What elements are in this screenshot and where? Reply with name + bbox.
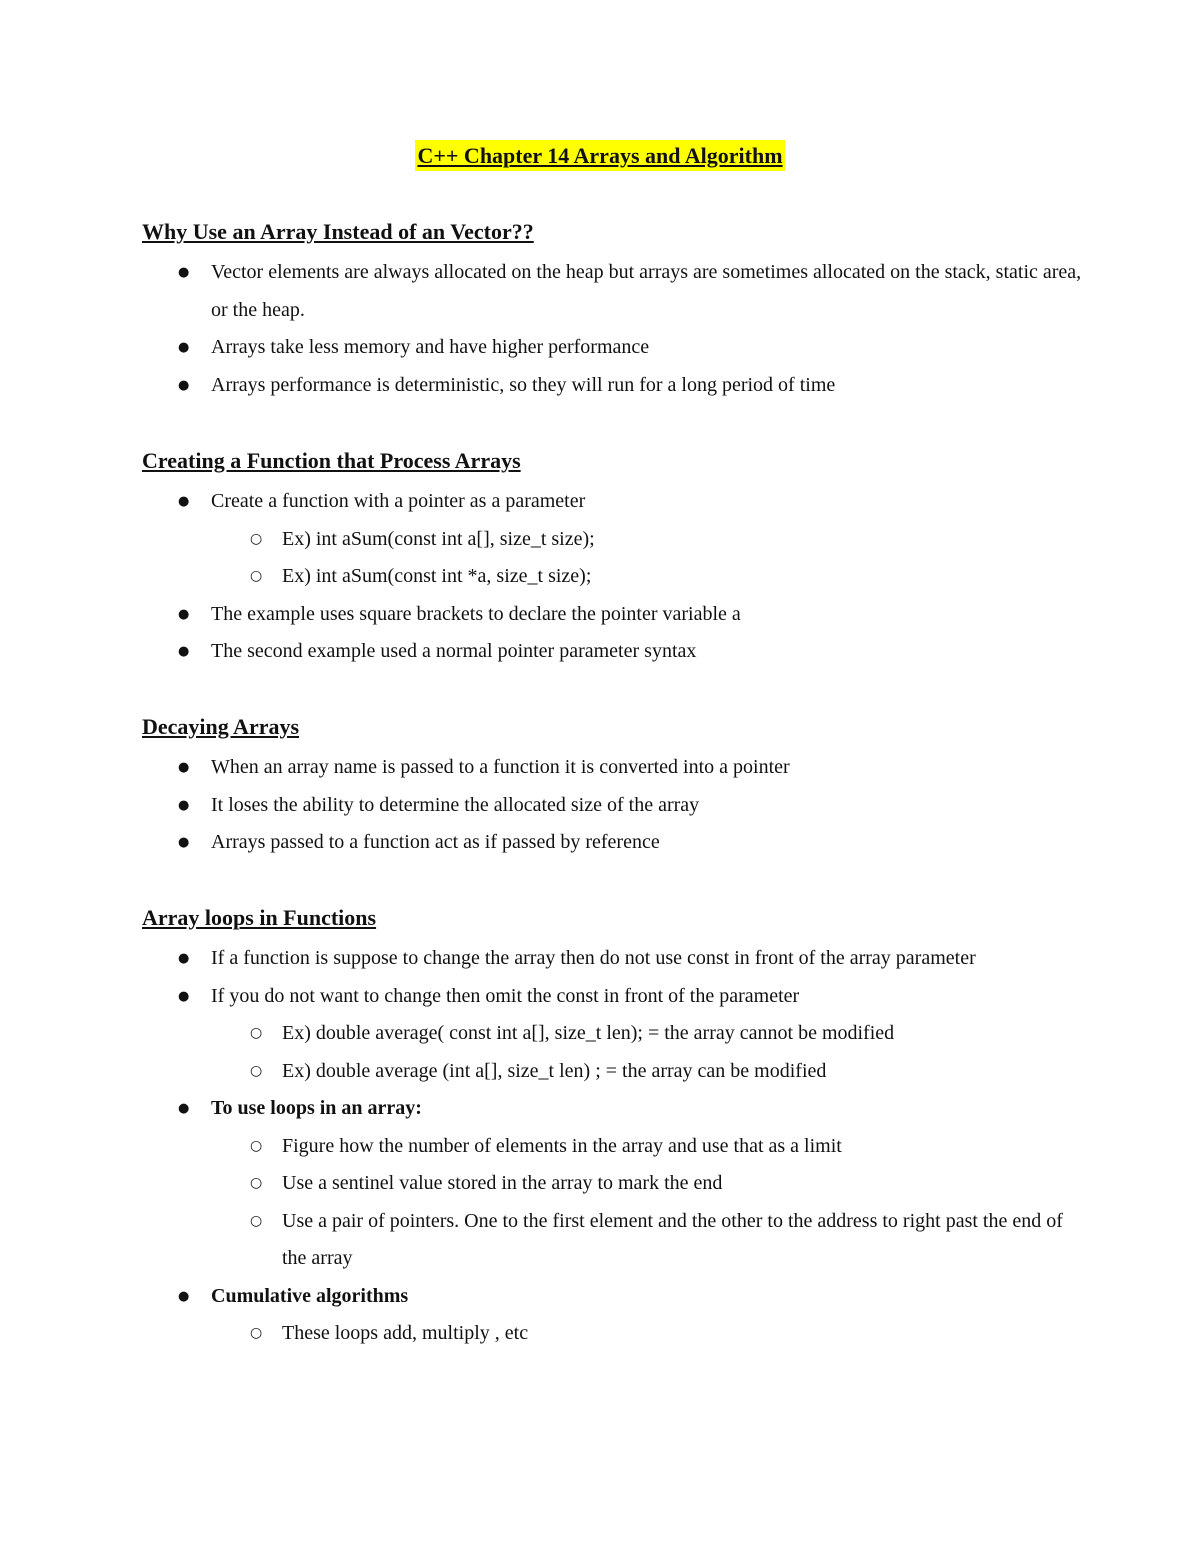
bullet-item: ● It loses the ability to determine the allocated size of the array (142, 787, 1082, 825)
sub-bullet-item: ○ Ex) int aSum(const int a[], size_t size); (142, 521, 1082, 559)
sub-bullet-item: ○ Ex) double average (int a[], size_t len) ; = the array can be modified (142, 1053, 1082, 1091)
sub-bullet-item: ○ Use a pair of pointers. One to the first element and the other to the address to right past the end of the array (142, 1203, 1082, 1278)
bullet-item: ● The example uses square brackets to declare the pointer variable a (142, 596, 1082, 634)
bullet-item: ● Vector elements are always allocated on the heap but arrays are sometimes allocated on the stack, static area, or the heap. (142, 254, 1082, 329)
bullet-item: ● To use loops in an array: (142, 1090, 1082, 1128)
sub-bullet-item: ○ Figure how the number of elements in the array and use that as a limit (142, 1128, 1082, 1166)
section-heading: Why Use an Array Instead of an Vector?? (142, 219, 534, 244)
sub-bullet-item: ○ Use a sentinel value stored in the array to mark the end (142, 1165, 1082, 1203)
bullet-item: ● Create a function with a pointer as a parameter (142, 483, 1082, 521)
section-array-loops (142, 903, 1082, 1353)
section-heading: Creating a Function that Process Arrays (142, 448, 521, 473)
bullet-item: ● If you do not want to change then omit the const in front of the parameter (142, 978, 1082, 1016)
page-title: C++ Chapter 14 Arrays and Algorithm (415, 140, 784, 171)
sub-bullet-item: ○ These loops add, multiply , etc (142, 1315, 1082, 1353)
section-why-array (142, 217, 1082, 404)
bullet-item: ● If a function is suppose to change the array then do not use const in front of the array parameter (142, 940, 1082, 978)
section-heading: Array loops in Functions (142, 905, 377, 930)
sub-bullet-item: ○ Ex) int aSum(const int *a, size_t size); (142, 558, 1082, 596)
section-decaying-arrays (142, 712, 1082, 862)
bullet-item: ● When an array name is passed to a function it is converted into a pointer (142, 749, 1082, 787)
bullet-item: ● Arrays passed to a function act as if passed by reference (142, 824, 1082, 862)
bullet-item: ● Arrays performance is deterministic, so they will run for a long period of time (142, 367, 1082, 405)
sub-bullet-item: ○ Ex) double average( const int a[], size_t len); = the array cannot be modified (142, 1015, 1082, 1053)
bullet-item: ● Arrays take less memory and have higher performance (142, 329, 1082, 367)
section-heading: Decaying Arrays (142, 714, 300, 739)
section-function-arrays (142, 446, 1082, 671)
bullet-item: ● The second example used a normal pointer parameter syntax (142, 633, 1082, 671)
bullet-item: ● Cumulative algorithms (142, 1278, 1082, 1316)
